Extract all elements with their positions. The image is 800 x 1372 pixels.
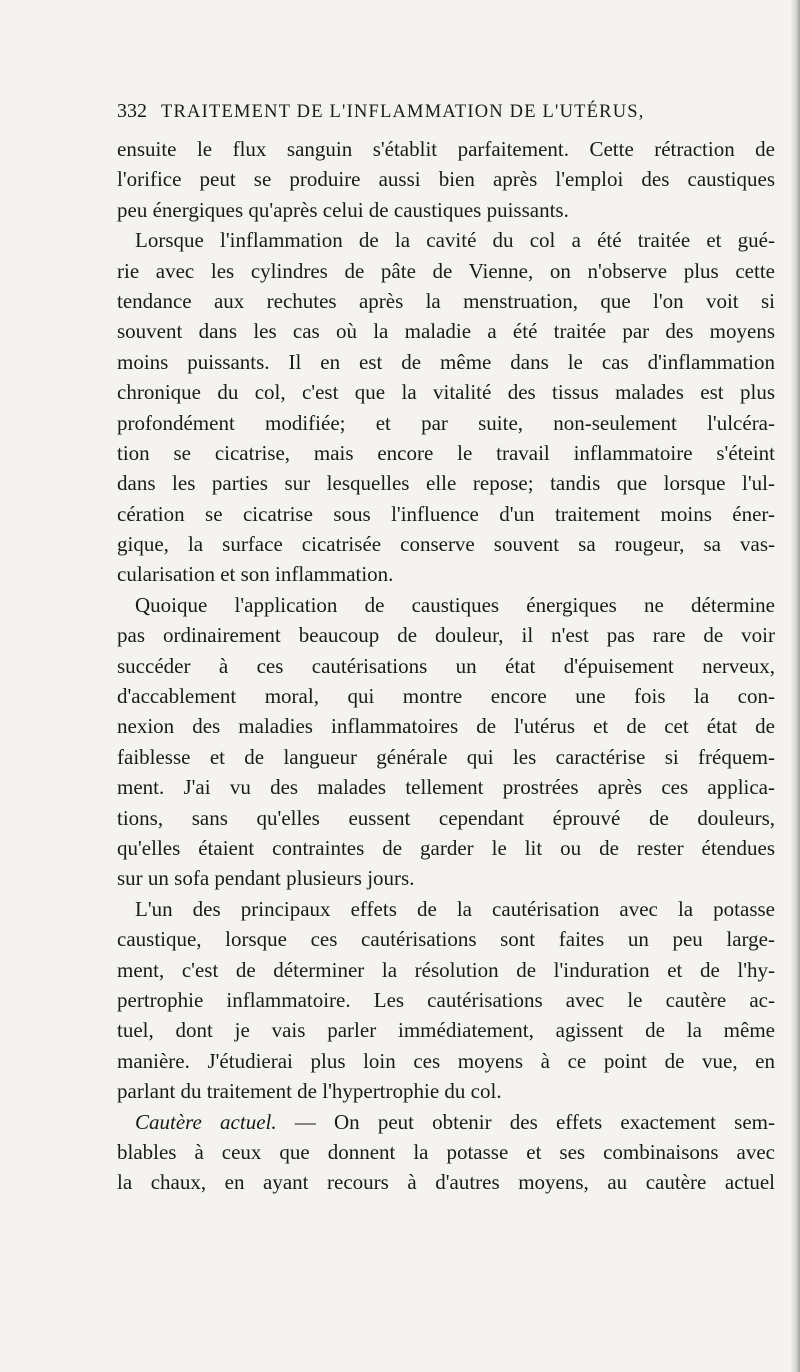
text-line-content: sur un sofa pendant plusieurs jours.	[117, 866, 415, 891]
text-line	[117, 894, 775, 924]
text-line	[117, 681, 775, 711]
text-line-content: peu énergiques qu'après celui de caustiques puissants.	[117, 197, 569, 222]
text-line	[117, 742, 775, 772]
text-line	[117, 833, 775, 863]
text-line	[117, 1046, 775, 1076]
text-line	[117, 1167, 775, 1197]
running-header	[117, 100, 777, 130]
text-line	[117, 256, 775, 286]
text-line	[117, 1015, 775, 1045]
text-line	[117, 347, 775, 377]
text-line	[117, 955, 775, 985]
text-line-content: manière. J'étudierai plus loin ces moyens à ce point de vue, en	[117, 1048, 775, 1073]
text-line	[117, 377, 775, 407]
section-heading-italic: Cautère actuel.	[135, 1109, 277, 1134]
text-line-content: succéder à ces cautérisations un état d'épuisement nerveux,	[117, 653, 775, 678]
text-line	[117, 620, 775, 650]
text-line	[117, 316, 775, 346]
text-line-content: la chaux, en ayant recours à d'autres moyens, au cautère actuel	[117, 1170, 775, 1195]
text-line-content: pas ordinairement beaucoup de douleur, il n'est pas rare de voir	[117, 623, 775, 648]
text-line-content: cération se cicatrise sous l'influence d'un traitement moins éner-	[117, 501, 775, 526]
text-line-content: qu'elles étaient contraintes de garder le lit ou de rester étendues	[117, 835, 775, 860]
text-line-content: ensuite le flux sanguin s'établit parfaitement. Cette rétraction de	[117, 137, 775, 161]
text-line	[117, 164, 775, 194]
text-line	[117, 468, 775, 498]
text-line-content: blables à ceux que donnent la potasse et ses combinaisons avec	[117, 1139, 775, 1164]
text-line	[117, 590, 775, 620]
text-line-content: ment. J'ai vu des malades tellement prostrées après ces applica-	[117, 775, 775, 800]
text-line-content: nexion des maladies inflammatoires de l'utérus et de cet état de	[117, 714, 775, 739]
text-line-content: cularisation et son inflammation.	[117, 562, 394, 587]
text-line	[117, 195, 775, 225]
text-line	[117, 985, 775, 1015]
text-line-content: d'accablement moral, qui montre encore une fois la con-	[117, 684, 775, 709]
text-line-content: caustique, lorsque ces cautérisations sont faites un peu large-	[117, 927, 775, 952]
text-line-content: gique, la surface cicatrisée conserve souvent sa rougeur, sa vas-	[117, 532, 775, 557]
text-line-content: profondément modifiée; et par suite, non-seulement l'ulcéra-	[117, 410, 775, 435]
text-line-content: — On peut obtenir des effets exactement sem-	[276, 1109, 776, 1134]
page-edge-shadow	[790, 0, 800, 1372]
text-line	[117, 924, 775, 954]
text-line-content: Lorsque l'inflammation de la cavité du col a été traitée et gué-	[135, 228, 775, 253]
text-line	[117, 1076, 775, 1106]
text-line	[117, 1137, 775, 1167]
text-line	[117, 529, 775, 559]
text-line	[117, 863, 775, 893]
text-line-content: tions, sans qu'elles eussent cependant éprouvé de douleurs,	[117, 805, 775, 830]
page-number: 332	[117, 100, 147, 122]
text-line	[117, 559, 775, 589]
text-line-content: souvent dans les cas où la maladie a été traitée par des moyens	[117, 319, 775, 344]
text-line	[117, 803, 775, 833]
text-line	[117, 286, 775, 316]
text-line-content: pertrophie inflammatoire. Les cautérisations avec le cautère ac-	[117, 987, 775, 1012]
text-line-content: ment, c'est de déterminer la résolution de l'induration et de l'hy-	[117, 957, 775, 982]
text-line-content: l'orifice peut se produire aussi bien après l'emploi des caustiques	[117, 167, 775, 192]
text-line	[117, 134, 775, 164]
text-line	[117, 499, 775, 529]
text-line	[117, 438, 775, 468]
text-line-content: tion se cicatrise, mais encore le travail inflammatoire s'éteint	[117, 440, 775, 465]
text-line-content: L'un des principaux effets de la cautérisation avec la potasse	[135, 896, 775, 921]
running-title: TRAITEMENT DE L'INFLAMMATION DE L'UTÉRUS,	[161, 102, 645, 122]
text-line	[117, 1107, 775, 1137]
text-line-content: faiblesse et de langueur générale qui les caractérise si fréquem-	[117, 744, 775, 769]
text-line-content: Quoique l'application de caustiques énergiques ne détermine	[135, 592, 775, 617]
text-line	[117, 225, 775, 255]
text-line	[117, 651, 775, 681]
text-line-content: dans les parties sur lesquelles elle repose; tandis que lorsque l'ul-	[117, 471, 775, 496]
text-line	[117, 711, 775, 741]
text-line-content: tendance aux rechutes après la menstruation, que l'on voit si	[117, 288, 775, 313]
text-line	[117, 772, 775, 802]
text-line-content: moins puissants. Il en est de même dans le cas d'inflammation	[117, 349, 775, 374]
text-line-content: rie avec les cylindres de pâte de Vienne, on n'observe plus cette	[117, 258, 775, 283]
text-line	[117, 408, 775, 438]
body-text	[117, 134, 775, 1198]
text-line-content: tuel, dont je vais parler immédiatement, agissent de la même	[117, 1018, 775, 1043]
text-line-content: chronique du col, c'est que la vitalité des tissus malades est plus	[117, 380, 775, 405]
text-line-content: parlant du traitement de l'hypertrophie du col.	[117, 1079, 502, 1104]
